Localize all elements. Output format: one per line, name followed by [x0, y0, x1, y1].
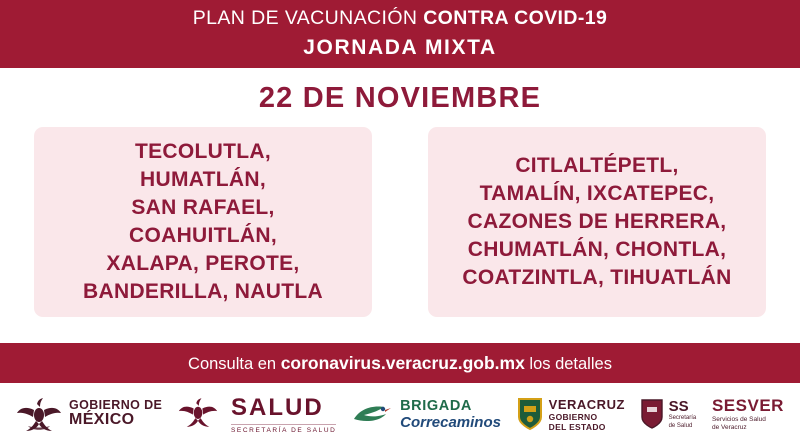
municipality-card-right — [428, 127, 766, 317]
logo-veracruz — [517, 397, 625, 432]
footer-text — [188, 353, 612, 374]
header-title — [193, 7, 608, 30]
list-item: CAZONES DE HERRERA, — [467, 210, 727, 234]
municipality-list-left — [83, 138, 323, 306]
footer-url[interactable]: coronavirus.veracruz.gob.mx — [280, 352, 525, 373]
logo-salud-sub: SECRETARÍA DE SALUD — [231, 424, 336, 434]
list-item: CITLALTÉPETL, — [515, 154, 679, 178]
logo-brigada-line2: Correcaminos — [400, 413, 501, 431]
list-item: BANDERILLA, NAUTLA — [83, 279, 323, 303]
logo-sesver-abbr: SESVER — [711, 395, 784, 415]
logo-veracruz-line3: DEL ESTADO — [548, 421, 606, 432]
logo-sesver-line1: Servicios de Salud — [711, 415, 766, 423]
logo-gobierno-de-mexico — [16, 391, 162, 437]
veracruz-shield-icon — [517, 397, 543, 431]
roadrunner-icon — [352, 399, 392, 429]
logo-sesver — [712, 396, 784, 432]
logo-veracruz-line1: VERACRUZ — [548, 396, 625, 412]
list-item: COATZINTLA, TIHUATLÁN — [462, 265, 732, 289]
poster-header — [0, 0, 800, 36]
poster-body — [0, 68, 800, 343]
date-heading: 22 DE NOVIEMBRE — [258, 82, 542, 114]
logo-ss-line1: Secretaría — [668, 415, 697, 422]
logo-ss-abbr: SS — [668, 398, 689, 416]
logo-sesver-line2: de Veracruz — [711, 424, 747, 431]
municipality-cards — [0, 127, 800, 317]
logo-gobierno-text — [69, 399, 162, 429]
logo-salud — [178, 391, 336, 437]
logo-gobierno-line2: MÉXICO — [69, 411, 135, 429]
list-item: COAHUITLÁN, — [129, 224, 277, 247]
list-item: HUMATLÁN, — [140, 168, 266, 192]
list-item: CHUMATLÁN, CHONTLA, — [467, 237, 727, 261]
municipality-list-right — [462, 152, 731, 292]
list-item: TAMALÍN, IXCATEPEC, — [479, 182, 715, 206]
subheader-label: JORNADA MIXTA — [303, 36, 497, 59]
poster-subheader — [0, 36, 800, 68]
logo-brigada-correcaminos — [352, 398, 501, 431]
ss-shield-icon — [641, 399, 663, 429]
footer-info-strip — [0, 343, 800, 383]
list-item: TECOLUTLA, — [135, 140, 271, 164]
list-item: XALAPA, PEROTE, — [106, 251, 300, 275]
footer-prefix: Consulta en — [188, 354, 281, 373]
logo-secretaria-de-salud — [641, 398, 697, 429]
list-item: SAN RAFAEL, — [131, 196, 275, 220]
logo-veracruz-text — [549, 397, 625, 432]
eagle-icon-salud — [178, 394, 224, 434]
logo-ss-line2: de Salud — [668, 422, 693, 429]
logo-ss-text — [669, 398, 697, 429]
header-title-bold: CONTRA COVID-19 — [423, 6, 608, 29]
logo-salud-text — [231, 394, 336, 434]
footer-suffix: los detalles — [524, 354, 612, 373]
logo-veracruz-line2: GOBIERNO — [548, 411, 598, 422]
logo-gobierno-line1: GOBIERNO DE — [69, 398, 163, 413]
municipality-card-left — [34, 127, 372, 317]
header-title-plain: PLAN DE VACUNACIÓN — [192, 6, 424, 29]
logo-bar — [0, 383, 800, 445]
logo-brigada-text — [400, 398, 501, 431]
logo-salud-name: SALUD — [231, 394, 324, 421]
logo-brigada-line1: BRIGADA — [400, 397, 472, 414]
eagle-icon — [16, 394, 62, 434]
